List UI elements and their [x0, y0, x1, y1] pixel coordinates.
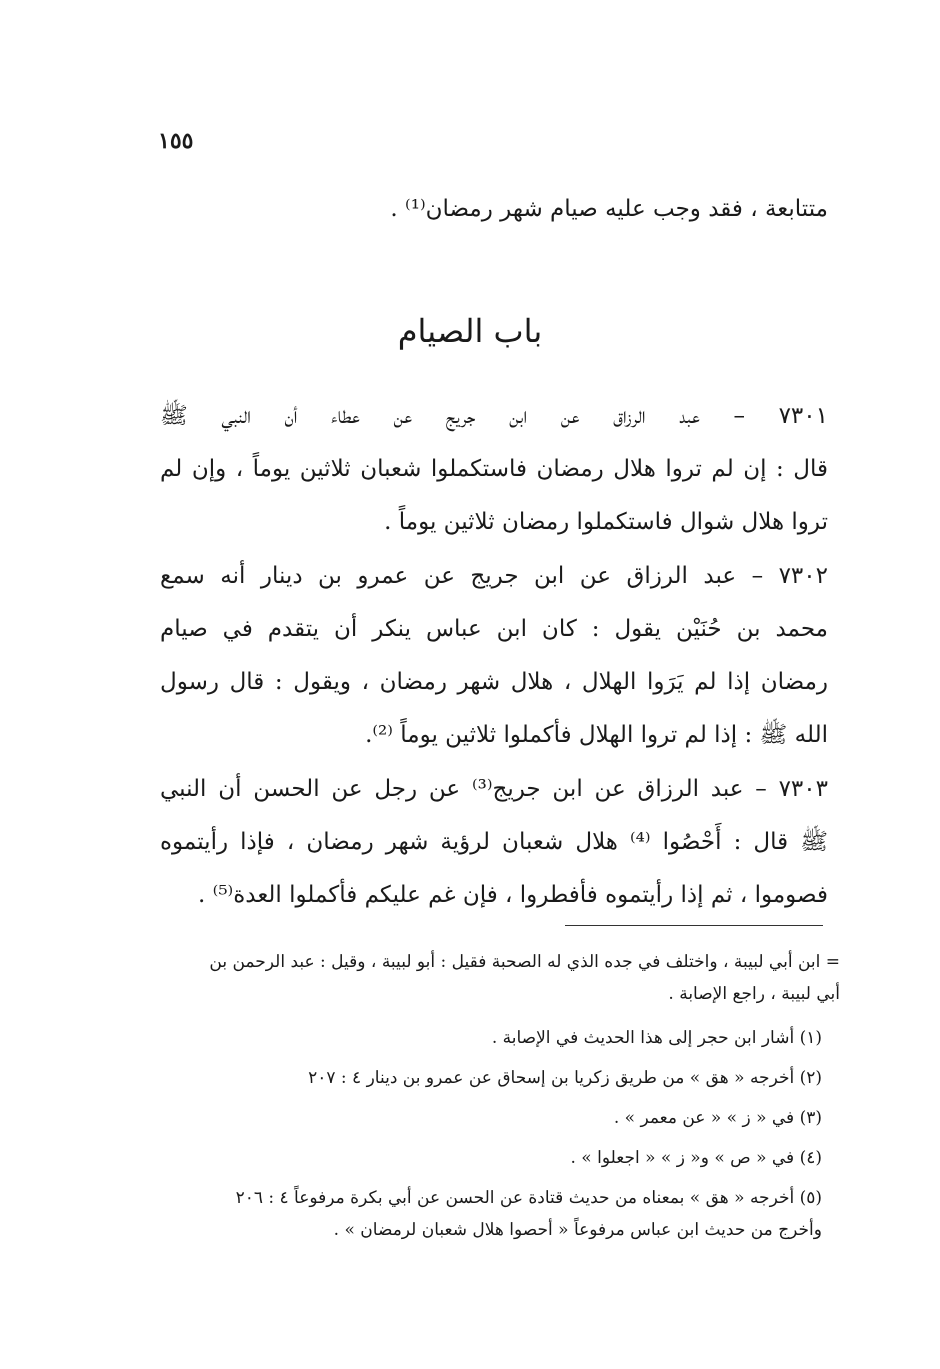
section-title: باب الصيام [397, 312, 543, 350]
hadith-7301 [160, 390, 828, 549]
footnote-line: (٣) في « ز » « عن معمر » . [613, 1108, 822, 1128]
footnote-1 [160, 1022, 822, 1054]
footnote-line: (٢) أخرجه « هق » من طريق زكريا بن إسحاق عن عمرو بن دينار ٤ : ٢٠٧ [308, 1068, 822, 1088]
footnote-4 [160, 1142, 822, 1174]
hadith-line: تروا هلال شوال فاستكملوا رمضان ثلاثين يوماً . [384, 509, 828, 535]
footnote-continuation [160, 946, 840, 1010]
footnote-line: (١) أشار ابن حجر إلى هذا الحديث في الإصابة . [491, 1028, 822, 1048]
hadith-7303 [160, 763, 828, 922]
footnote-5 [160, 1182, 822, 1246]
footnote-2 [160, 1062, 822, 1094]
footnote-line: (٤) في « ص » و« ز » « اجعلوا » . [570, 1148, 822, 1168]
footnote-line: = ابن أبي لبيبة ، واختلف في جده الذي له الصحبة فقيل : أبو لبيبة ، وقيل : عبد الرحمن بن [209, 952, 840, 972]
footnote-line: وأخرج من حديث ابن عباس مرفوعاً « أحصوا هلال شعبان لرمضان » . [333, 1220, 822, 1240]
hadith-7302 [160, 550, 828, 762]
hadith-line: قال : إن لم تروا هلال رمضان فاستكملوا شعبان ثلاثين يوماً ، وإن لم [160, 456, 828, 482]
page-number: ١٥٥ [158, 128, 194, 154]
hadith-line: ٧٣٠١ – عبد الرزاق عن ابن جريج عن عطاء أن النبي ﷺ [160, 403, 828, 429]
hadith-line: ﷺ قال : أَحْصُوا ⁽⁴⁾ هلال شعبان لرؤية شهر رمضان ، فإذا رأيتموه [160, 829, 828, 855]
hadith-line: ٧٣٠٢ – عبد الرزاق عن ابن جريج عن عمرو بن دينار أنه سمع [160, 563, 828, 589]
hadith-line: محمد بن حُنَيْن يقول : كان ابن عباس ينكر أن يتقدم في صيام [160, 616, 828, 642]
hadith-line: رمضان إذا لم يَرَوا الهلال ، هلال شهر رمضان ، ويقول : قال رسول [160, 669, 828, 695]
footnote-3 [160, 1102, 822, 1134]
footnote-line: أبي لبيبة ، راجع الإصابة . [668, 984, 840, 1004]
hadith-line: ٧٣٠٣ – عبد الرزاق عن ابن جريج⁽³⁾ عن رجل عن الحسن أن النبي [160, 776, 828, 802]
footnote-divider [565, 925, 823, 926]
hadith-line: فصوموا ، ثم إذا رأيتموه فأفطروا ، فإن غم عليكم فأكملوا العدة⁽⁵⁾ . [198, 882, 828, 908]
hadith-line: الله ﷺ : إذا لم تروا الهلال فأكملوا ثلاثين يوماً ⁽²⁾. [365, 722, 828, 748]
footnote-line: (٥) أخرجه « هق » بمعناه من حديث قتادة عن الحسن عن أبي بكرة مرفوعاً ٤ : ٢٠٦ [235, 1188, 822, 1208]
intro-line: متتابعة ، فقد وجب عليه صيام شهر رمضان⁽¹⁾ . [390, 196, 828, 222]
